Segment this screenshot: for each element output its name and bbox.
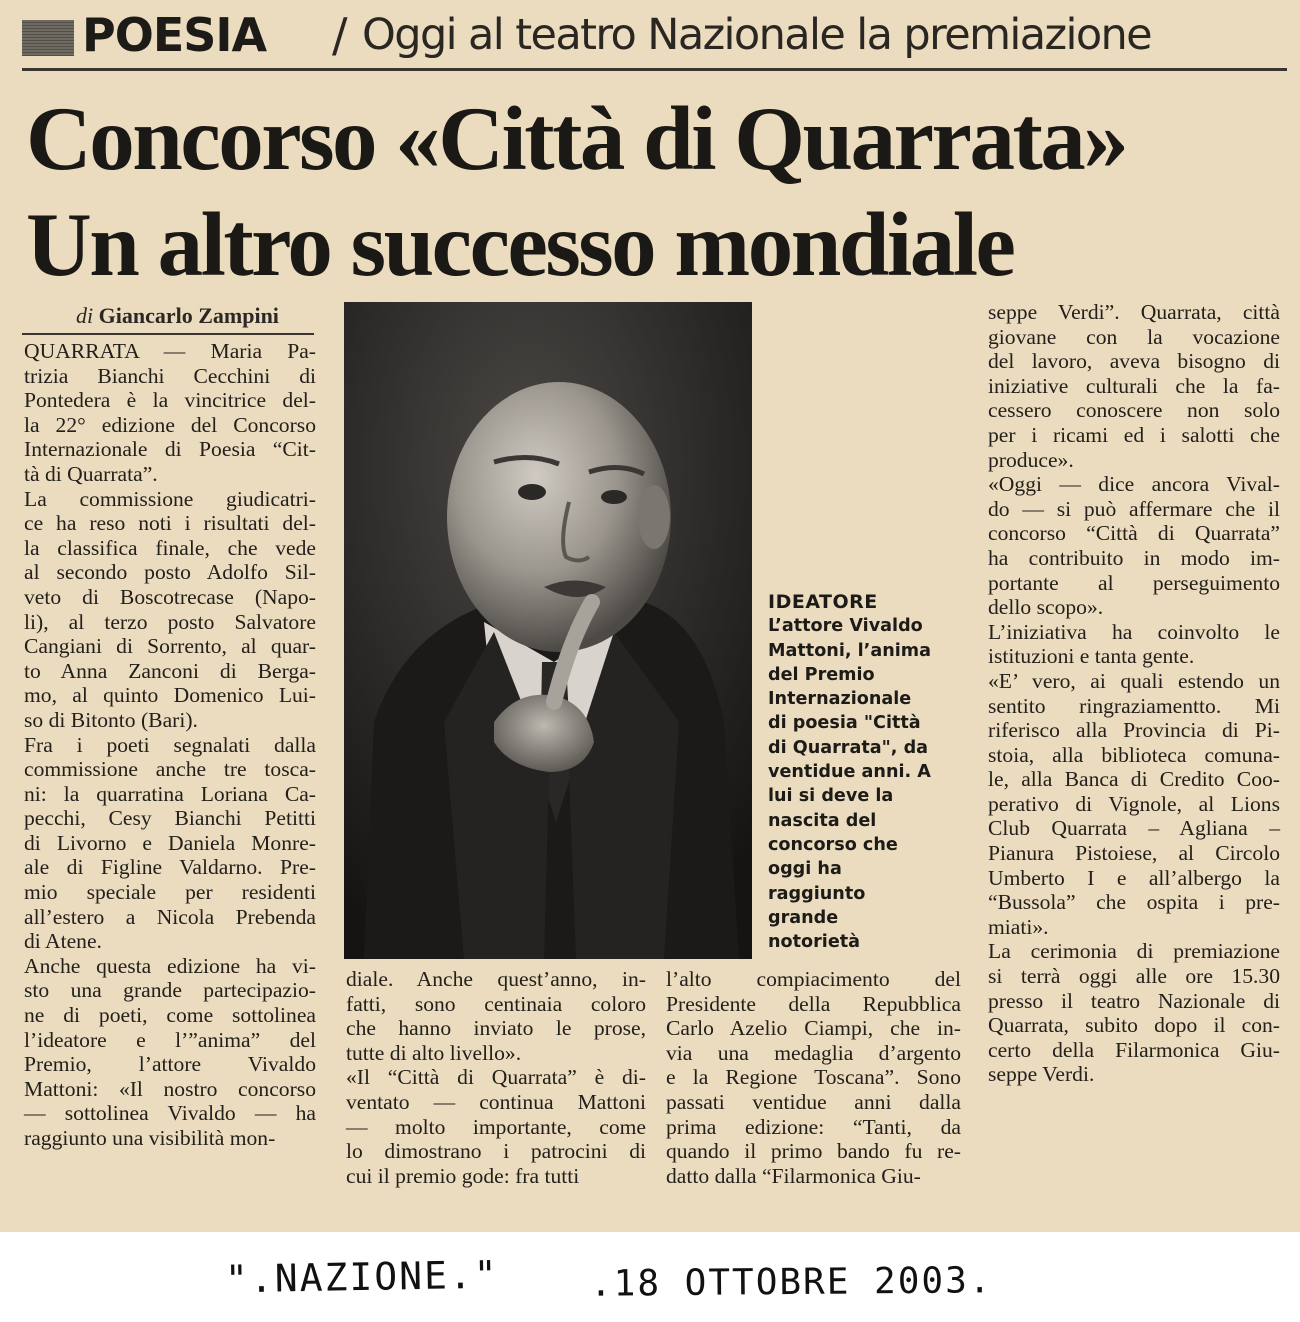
text-line: Fra i poeti segnalati dalla xyxy=(24,732,316,757)
text-line: “Bussola” che ospita i pre- xyxy=(988,890,1280,915)
text-line: ale di Figline Valdarno. Pre- xyxy=(24,855,316,880)
article-column-2 xyxy=(346,967,646,1188)
headline xyxy=(26,86,1276,298)
kicker-slash: / xyxy=(332,8,348,62)
text-line: lo dimostrano i patrocini di xyxy=(346,1139,646,1164)
text-line: Cangiani di Sorrento, al quar- xyxy=(24,634,316,659)
caption-line: notorietà xyxy=(768,932,861,953)
text-line: mio speciale per residenti xyxy=(24,880,316,905)
caption-line: di Quarrata", da xyxy=(768,737,929,758)
text-line: La commissione giudicatri- xyxy=(24,486,316,511)
text-line: Mattoni: «Il nostro concorso xyxy=(24,1076,316,1101)
caption-line: ventidue anni. A xyxy=(768,762,931,783)
square-bullet-icon xyxy=(22,20,74,56)
text-line: del lavoro, aveva bisogno di xyxy=(988,349,1280,374)
caption-line: grande xyxy=(768,907,839,928)
text-line: QUARRATA — Maria Pa- xyxy=(24,339,316,363)
text-line: mo, al quinto Domenico Lui- xyxy=(24,683,316,708)
text-line: l’alto compiacimento del xyxy=(666,967,961,991)
kicker-topic: POESIA xyxy=(82,8,267,62)
caption-line: di poesia "Città xyxy=(768,713,921,734)
text-line: portante al perseguimento xyxy=(988,570,1280,595)
text-line: seppe Verdi. xyxy=(988,1062,1095,1087)
caption-line: concorso che xyxy=(768,834,898,855)
text-line: Umberto I e all’albergo la xyxy=(988,865,1280,890)
text-line: sto una grande partecipazio- xyxy=(24,978,316,1003)
text-line: do — si può affermare che il xyxy=(988,496,1280,521)
text-line: per i ricami ed i salotti che xyxy=(988,422,1280,447)
text-line: presso il teatro Nazionale di xyxy=(988,988,1280,1013)
article-column-4 xyxy=(988,300,1280,1087)
caption-line: del Premio xyxy=(768,664,875,685)
text-line: tà di Quarrata”. xyxy=(24,461,158,486)
text-line: Pontedera è la vincitrice del- xyxy=(24,388,316,413)
text-line: commissione anche tre tosca- xyxy=(24,757,316,782)
text-line: quando il primo bando fu re- xyxy=(666,1139,961,1164)
text-line: fatti, sono centinaia coloro xyxy=(346,991,646,1016)
text-line: prima edizione: “Tanti, da xyxy=(666,1114,961,1139)
top-rule xyxy=(22,68,1287,71)
kicker xyxy=(22,8,1288,64)
article-column-1 xyxy=(24,339,316,1151)
text-line: Carlo Azelio Ciampi, che in- xyxy=(666,1016,961,1041)
handwritten-source: ".NAZIONE." xyxy=(224,1252,500,1302)
text-line: stoia, alla biblioteca comuna- xyxy=(988,742,1280,767)
text-line: dello scopo». xyxy=(988,595,1104,620)
text-line: concorso “Città di Quarrata” xyxy=(988,521,1280,546)
text-line: to Anna Zanconi di Berga- xyxy=(24,658,316,683)
text-line: Pianura Pistoiese, al Circolo xyxy=(988,841,1280,866)
text-line: via una medaglia d’argento xyxy=(666,1040,961,1065)
headline-line-1: Concorso «Città di Quarrata» xyxy=(26,88,1127,189)
text-line: di Livorno e Daniela Monre- xyxy=(24,830,316,855)
text-line: istituzioni e tanta gente. xyxy=(988,644,1195,669)
text-line: ce ha reso noti i risultati del- xyxy=(24,511,316,536)
kicker-subtitle: Oggi al teatro Nazionale la premiazione xyxy=(362,10,1152,60)
text-line: Anche questa edizione ha vi- xyxy=(24,953,316,978)
text-line: ventato — continua Mattoni xyxy=(346,1089,646,1114)
text-line: si terrà oggi alle ore 15.30 xyxy=(988,964,1280,989)
caption-body xyxy=(768,614,968,954)
text-line: seppe Verdi”. Quarrata, città xyxy=(988,300,1280,324)
text-line: «Il “Città di Quarrata” è di- xyxy=(346,1065,646,1090)
text-line: «E’ vero, ai quali estendo un xyxy=(988,668,1280,693)
text-line: raggiunto una visibilità mon- xyxy=(24,1126,276,1150)
text-line: Club Quarrata – Agliana – xyxy=(988,816,1280,841)
text-line: datto dalla “Filarmonica Giu- xyxy=(666,1163,921,1188)
photo-caption xyxy=(768,590,968,954)
byline-prefix: di xyxy=(76,303,94,328)
handwritten-date: .18 OTTOBRE 2003. xyxy=(589,1260,993,1305)
caption-line: oggi ha xyxy=(768,859,842,880)
text-line: all’estero a Nicola Prebenda xyxy=(24,904,316,929)
text-line: — sottolinea Vivaldo — ha xyxy=(24,1101,316,1126)
text-line: cui il premio gode: fra tutti xyxy=(346,1163,580,1188)
text-line: riferisco alla Provincia di Pi- xyxy=(988,718,1280,743)
caption-title: IDEATORE xyxy=(768,591,878,613)
text-line: perativo di Vignole, al Lions xyxy=(988,791,1280,816)
text-line: ni: la quarratina Loriana Ca- xyxy=(24,781,316,806)
text-line: veto di Boscotrecase (Napo- xyxy=(24,584,316,609)
text-line: di Atene. xyxy=(24,929,102,954)
text-line: «Oggi — dice ancora Vival- xyxy=(988,472,1280,497)
text-line: giovane con la vocazione xyxy=(988,324,1280,349)
text-line: Internazionale di Poesia “Cit- xyxy=(24,437,316,462)
byline-rule xyxy=(22,333,314,335)
text-line: diale. Anche quest’anno, in- xyxy=(346,967,646,991)
article-column-3 xyxy=(666,967,961,1188)
text-line: li), al terzo posto Salvatore xyxy=(24,609,316,634)
caption-line: Mattoni, l’anima xyxy=(768,640,931,661)
text-line: al secondo posto Adolfo Sil- xyxy=(24,560,316,585)
byline-author: Giancarlo Zampini xyxy=(98,303,279,328)
text-line: ne di poeti, come sottolinea xyxy=(24,1003,316,1028)
portrait-photo xyxy=(344,302,752,959)
caption-line: nascita del xyxy=(768,810,877,831)
text-line: che hanno inviato le prose, xyxy=(346,1016,646,1041)
text-line: la 22° edizione del Concorso xyxy=(24,412,316,437)
text-line: la classifica finale, che vede xyxy=(24,535,316,560)
caption-line: Internazionale xyxy=(768,689,912,710)
text-line: passati ventidue anni dalla xyxy=(666,1089,961,1114)
text-line: so di Bitonto (Bari). xyxy=(24,707,198,732)
text-line: tutte di alto livello». xyxy=(346,1040,522,1065)
text-line: Premio, l’attore Vivaldo xyxy=(24,1052,316,1077)
text-line: sentito ringraziamentto. Mi xyxy=(988,693,1280,718)
text-line: cessero conoscere non solo xyxy=(988,398,1280,423)
caption-line: L’attore Vivaldo xyxy=(768,616,923,637)
text-line: iniziative culturali che la fa- xyxy=(988,373,1280,398)
text-line: certo della Filarmonica Giu- xyxy=(988,1037,1280,1062)
byline xyxy=(76,303,279,329)
text-line: miati». xyxy=(988,914,1049,939)
text-line: Presidente della Repubblica xyxy=(666,991,961,1016)
text-line: produce». xyxy=(988,447,1074,472)
text-line: e la Regione Toscana”. Sono xyxy=(666,1065,961,1090)
text-line: trizia Bianchi Cecchini di xyxy=(24,363,316,388)
text-line: l’ideatore e l’”anima” del xyxy=(24,1027,316,1052)
text-line: La cerimonia di premiazione xyxy=(988,939,1280,964)
text-line: — molto importante, come xyxy=(346,1114,646,1139)
text-line: Quarrata, subito dopo il con- xyxy=(988,1013,1280,1038)
caption-line: lui si deve la xyxy=(768,786,894,807)
caption-line: raggiunto xyxy=(768,883,866,904)
text-line: pecchi, Cesy Bianchi Petitti xyxy=(24,806,316,831)
text-line: le, alla Banca di Credito Coo- xyxy=(988,767,1280,792)
text-line: L’iniziativa ha coinvolto le xyxy=(988,619,1280,644)
portrait-photo-image xyxy=(344,302,752,959)
text-line: ha contribuito in modo im- xyxy=(988,545,1280,570)
headline-line-2: Un altro successo mondiale xyxy=(26,194,1014,295)
